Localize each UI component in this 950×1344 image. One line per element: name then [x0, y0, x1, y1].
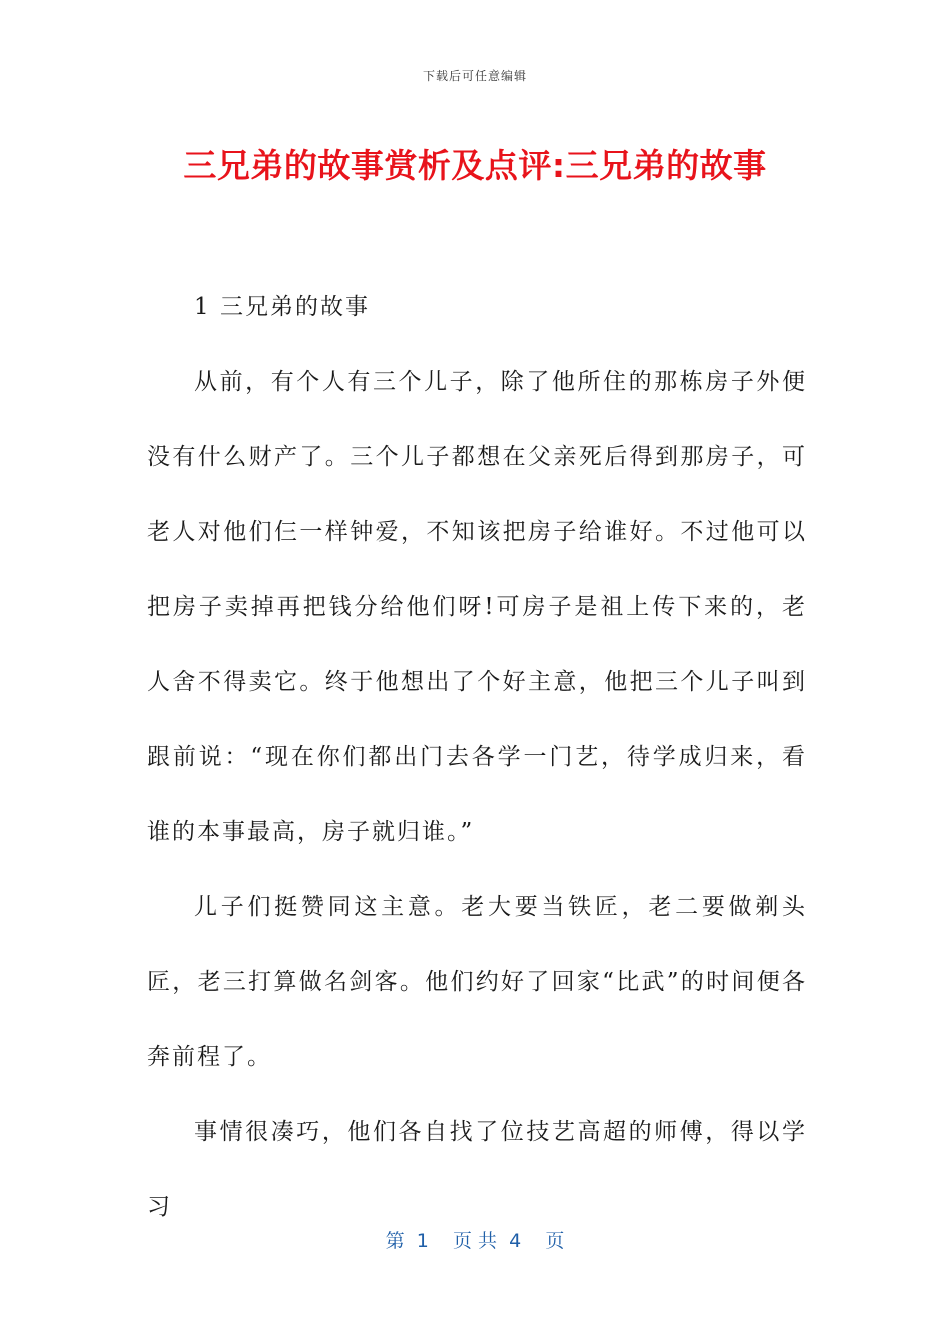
- paragraph-3: 事情很凑巧，他们各自找了位技艺高超的师傅，得以学习: [147, 1119, 807, 1220]
- section-heading: 1 三兄弟的故事: [194, 294, 370, 320]
- paragraph-1: 从前，有个人有三个儿子，除了他所住的那栋房子外便没有什么财产了。三个儿子都想在父亲死后得到那房子，可老人对他们仨一样钟爱，不知该把房子给谁好。不过他可以把房子卖掉再把钱分给他们呀!可房子是祖上传下来的，老人舍不得卖它。终于他想出了个好主意，他把三个儿子叫到跟前说：“现在你们都出门去各学一门艺，待学成归来，看谁的本事最高，房子就归谁。”: [147, 369, 807, 845]
- paragraph-2: 儿子们挺赞同这主意。老大要当铁匠，老二要做剃头匠，老三打算做名剑客。他们约好了回家“比武”的时间便各奔前程了。: [147, 894, 807, 1070]
- document-body: [147, 270, 807, 1245]
- document-title: 三兄弟的故事赏析及点评:三兄弟的故事: [183, 146, 767, 185]
- page-footer: 第 1 页 共 4 页: [385, 1230, 565, 1252]
- header-note: 下载后可任意编辑: [422, 69, 527, 83]
